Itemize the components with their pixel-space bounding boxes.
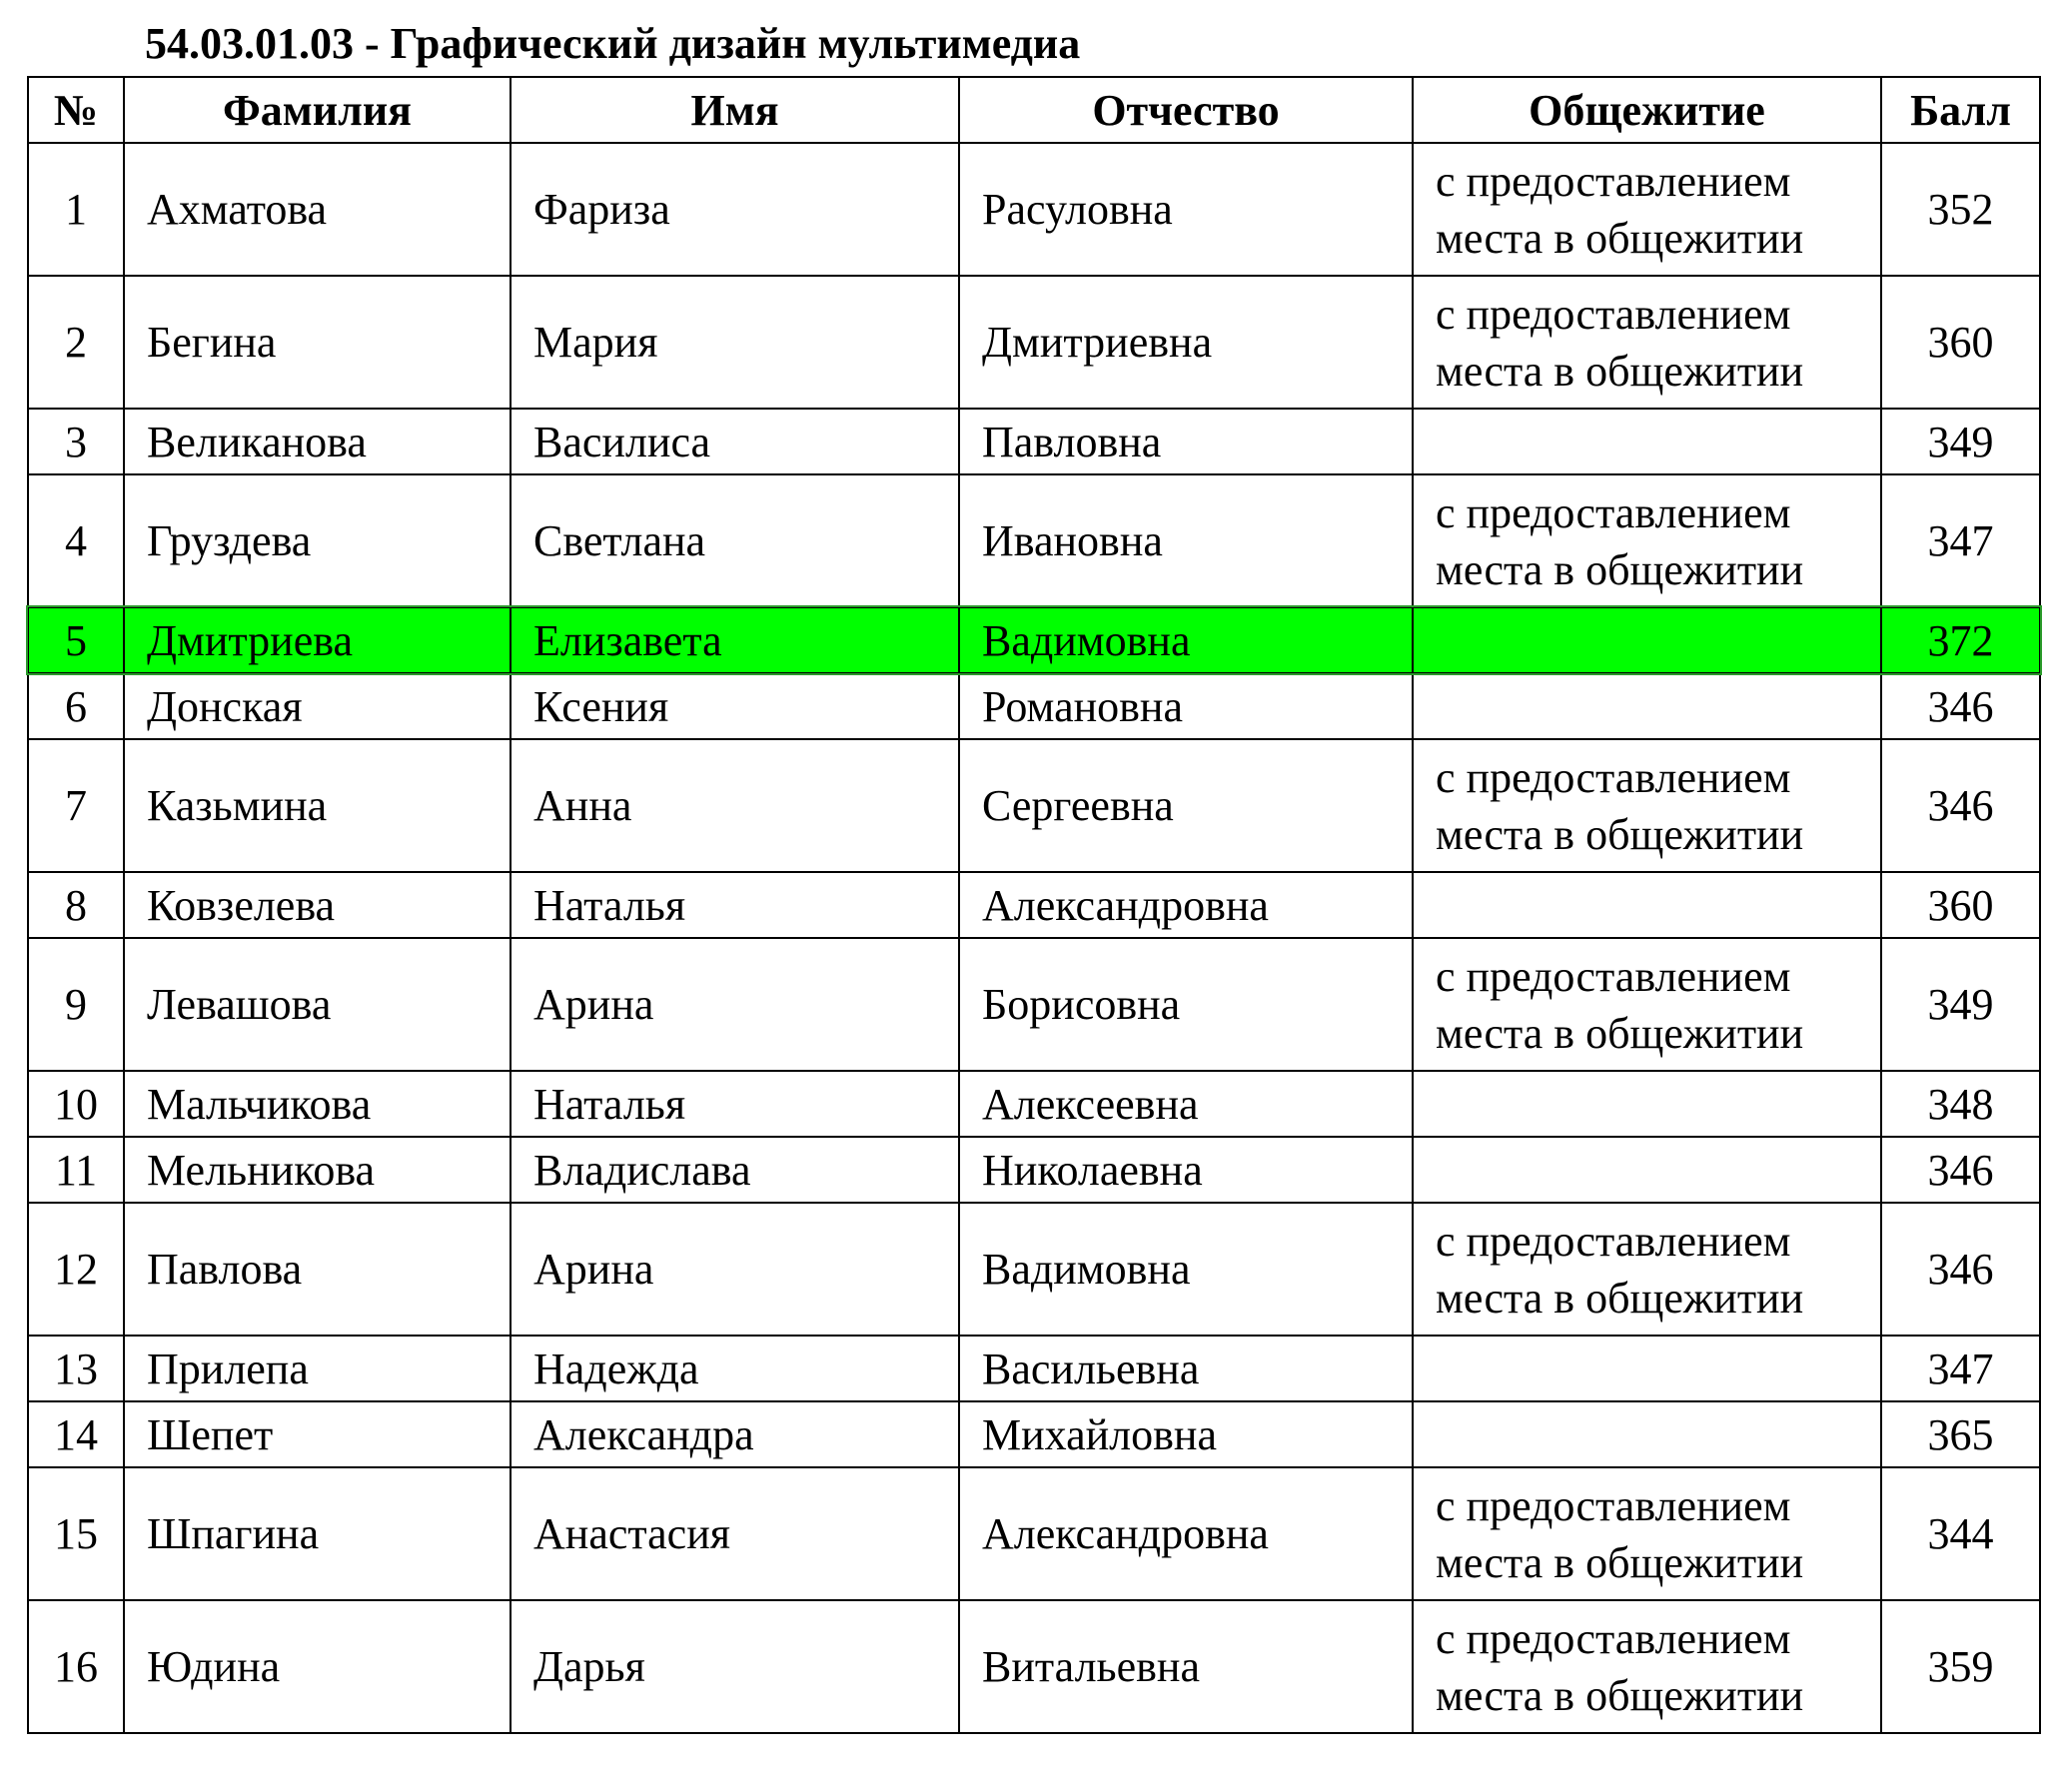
- cell-score: 360: [1881, 872, 2040, 938]
- cell-patronymic: Михайловна: [959, 1401, 1413, 1467]
- dorm-line-1: с предоставлением: [1436, 1480, 1791, 1530]
- cell-name: Дарья: [511, 1600, 959, 1733]
- cell-dormitory: [1413, 276, 1881, 409]
- cell-score: 346: [1881, 739, 2040, 872]
- table-row: [28, 276, 2040, 409]
- header-name: Имя: [511, 77, 959, 143]
- header-surname: Фамилия: [124, 77, 511, 143]
- cell-patronymic: Васильевна: [959, 1336, 1413, 1401]
- cell-dormitory: [1413, 1203, 1881, 1336]
- cell-dormitory: [1413, 1401, 1881, 1467]
- cell-patronymic: Вадимовна: [959, 607, 1413, 673]
- cell-patronymic: Борисовна: [959, 938, 1413, 1071]
- cell-score: 352: [1881, 143, 2040, 276]
- cell-surname: Мальчикова: [124, 1071, 511, 1137]
- dorm-line-2: места в общежитии: [1436, 213, 1804, 263]
- cell-dormitory: [1413, 1137, 1881, 1203]
- table-row: [28, 143, 2040, 276]
- cell-score: 348: [1881, 1071, 2040, 1137]
- table-row: [28, 1600, 2040, 1733]
- cell-num: 2: [28, 276, 124, 409]
- dorm-line-2: места в общежитии: [1436, 1537, 1804, 1587]
- cell-surname: Шепет: [124, 1401, 511, 1467]
- table-row: [28, 673, 2040, 739]
- cell-surname: Великанова: [124, 409, 511, 474]
- cell-num: 12: [28, 1203, 124, 1336]
- cell-surname: Прилепа: [124, 1336, 511, 1401]
- dorm-line-2: места в общежитии: [1436, 1670, 1804, 1720]
- dorm-line-2: места в общежитии: [1436, 1008, 1804, 1058]
- cell-num: 3: [28, 409, 124, 474]
- table-row: [28, 474, 2040, 607]
- cell-name: Светлана: [511, 474, 959, 607]
- dorm-line-2: места в общежитии: [1436, 346, 1804, 396]
- dorm-line-1: с предоставлением: [1436, 487, 1791, 537]
- cell-name: Арина: [511, 1203, 959, 1336]
- cell-surname: Груздева: [124, 474, 511, 607]
- table-row: [28, 1203, 2040, 1336]
- cell-num: 14: [28, 1401, 124, 1467]
- cell-dormitory: [1413, 872, 1881, 938]
- cell-num: 5: [28, 607, 124, 673]
- cell-name: Фариза: [511, 143, 959, 276]
- cell-name: Александра: [511, 1401, 959, 1467]
- cell-score: 365: [1881, 1401, 2040, 1467]
- cell-name: Елизавета: [511, 607, 959, 673]
- header-score: Балл: [1881, 77, 2040, 143]
- cell-patronymic: Ивановна: [959, 474, 1413, 607]
- cell-num: 6: [28, 673, 124, 739]
- cell-dormitory: [1413, 938, 1881, 1071]
- table-row: [28, 1336, 2040, 1401]
- cell-surname: Шпагина: [124, 1467, 511, 1600]
- dorm-line-1: с предоставлением: [1436, 951, 1791, 1001]
- cell-patronymic: Витальевна: [959, 1600, 1413, 1733]
- cell-dormitory: [1413, 1600, 1881, 1733]
- cell-num: 7: [28, 739, 124, 872]
- cell-patronymic: Павловна: [959, 409, 1413, 474]
- table-row: [28, 1071, 2040, 1137]
- cell-num: 8: [28, 872, 124, 938]
- cell-score: 344: [1881, 1467, 2040, 1600]
- cell-dormitory: [1413, 143, 1881, 276]
- cell-surname: Дмитриева: [124, 607, 511, 673]
- cell-dormitory: [1413, 1071, 1881, 1137]
- dorm-line-1: с предоставлением: [1436, 1216, 1791, 1266]
- cell-patronymic: Расуловна: [959, 143, 1413, 276]
- table-row: [28, 1137, 2040, 1203]
- cell-surname: Казьмина: [124, 739, 511, 872]
- dorm-line-2: места в общежитии: [1436, 544, 1804, 594]
- cell-dormitory: [1413, 607, 1881, 673]
- table-header-row: [28, 77, 2040, 143]
- cell-name: Арина: [511, 938, 959, 1071]
- cell-patronymic: Романовна: [959, 673, 1413, 739]
- cell-dormitory: [1413, 409, 1881, 474]
- cell-num: 11: [28, 1137, 124, 1203]
- cell-score: 346: [1881, 1203, 2040, 1336]
- table-row: [28, 938, 2040, 1071]
- cell-name: Наталья: [511, 1071, 959, 1137]
- dorm-line-1: с предоставлением: [1436, 752, 1791, 802]
- cell-score: 346: [1881, 673, 2040, 739]
- cell-num: 16: [28, 1600, 124, 1733]
- cell-score: 349: [1881, 938, 2040, 1071]
- table-row-highlighted: [28, 607, 2040, 673]
- table-row: [28, 409, 2040, 474]
- dorm-line-2: места в общежитии: [1436, 1273, 1804, 1323]
- cell-num: 13: [28, 1336, 124, 1401]
- cell-score: 346: [1881, 1137, 2040, 1203]
- cell-name: Мария: [511, 276, 959, 409]
- cell-surname: Юдина: [124, 1600, 511, 1733]
- cell-score: 347: [1881, 474, 2040, 607]
- cell-surname: Ковзелева: [124, 872, 511, 938]
- cell-score: 359: [1881, 1600, 2040, 1733]
- cell-surname: Бегина: [124, 276, 511, 409]
- cell-dormitory: [1413, 1336, 1881, 1401]
- cell-name: Анна: [511, 739, 959, 872]
- cell-dormitory: [1413, 1467, 1881, 1600]
- cell-patronymic: Николаевна: [959, 1137, 1413, 1203]
- cell-surname: Донская: [124, 673, 511, 739]
- cell-surname: Ахматова: [124, 143, 511, 276]
- cell-num: 4: [28, 474, 124, 607]
- cell-num: 15: [28, 1467, 124, 1600]
- cell-score: 372: [1881, 607, 2040, 673]
- cell-dormitory: [1413, 474, 1881, 607]
- cell-surname: Павлова: [124, 1203, 511, 1336]
- cell-patronymic: Александровна: [959, 872, 1413, 938]
- cell-name: Ксения: [511, 673, 959, 739]
- cell-surname: Мельникова: [124, 1137, 511, 1203]
- cell-name: Владислава: [511, 1137, 959, 1203]
- header-num: №: [28, 77, 124, 143]
- dorm-line-1: с предоставлением: [1436, 156, 1791, 206]
- cell-dormitory: [1413, 739, 1881, 872]
- table-row: [28, 872, 2040, 938]
- page-title: 54.03.01.03 - Графический дизайн мультимедиа: [145, 19, 1081, 68]
- table-row: [28, 1467, 2040, 1600]
- cell-name: Наталья: [511, 872, 959, 938]
- cell-patronymic: Вадимовна: [959, 1203, 1413, 1336]
- cell-score: 360: [1881, 276, 2040, 409]
- cell-num: 1: [28, 143, 124, 276]
- cell-name: Василиса: [511, 409, 959, 474]
- cell-patronymic: Алексеевна: [959, 1071, 1413, 1137]
- dorm-line-1: с предоставлением: [1436, 1613, 1791, 1663]
- header-dormitory: Общежитие: [1413, 77, 1881, 143]
- table-row: [28, 1401, 2040, 1467]
- cell-num: 9: [28, 938, 124, 1071]
- header-patronymic: Отчество: [959, 77, 1413, 143]
- cell-patronymic: Дмитриевна: [959, 276, 1413, 409]
- dorm-line-2: места в общежитии: [1436, 809, 1804, 859]
- cell-patronymic: Александровна: [959, 1467, 1413, 1600]
- cell-name: Анастасия: [511, 1467, 959, 1600]
- applicants-table: [27, 76, 2041, 1734]
- cell-patronymic: Сергеевна: [959, 739, 1413, 872]
- cell-surname: Левашова: [124, 938, 511, 1071]
- cell-score: 349: [1881, 409, 2040, 474]
- cell-name: Надежда: [511, 1336, 959, 1401]
- cell-score: 347: [1881, 1336, 2040, 1401]
- table-row: [28, 739, 2040, 872]
- cell-dormitory: [1413, 673, 1881, 739]
- cell-num: 10: [28, 1071, 124, 1137]
- dorm-line-1: с предоставлением: [1436, 289, 1791, 339]
